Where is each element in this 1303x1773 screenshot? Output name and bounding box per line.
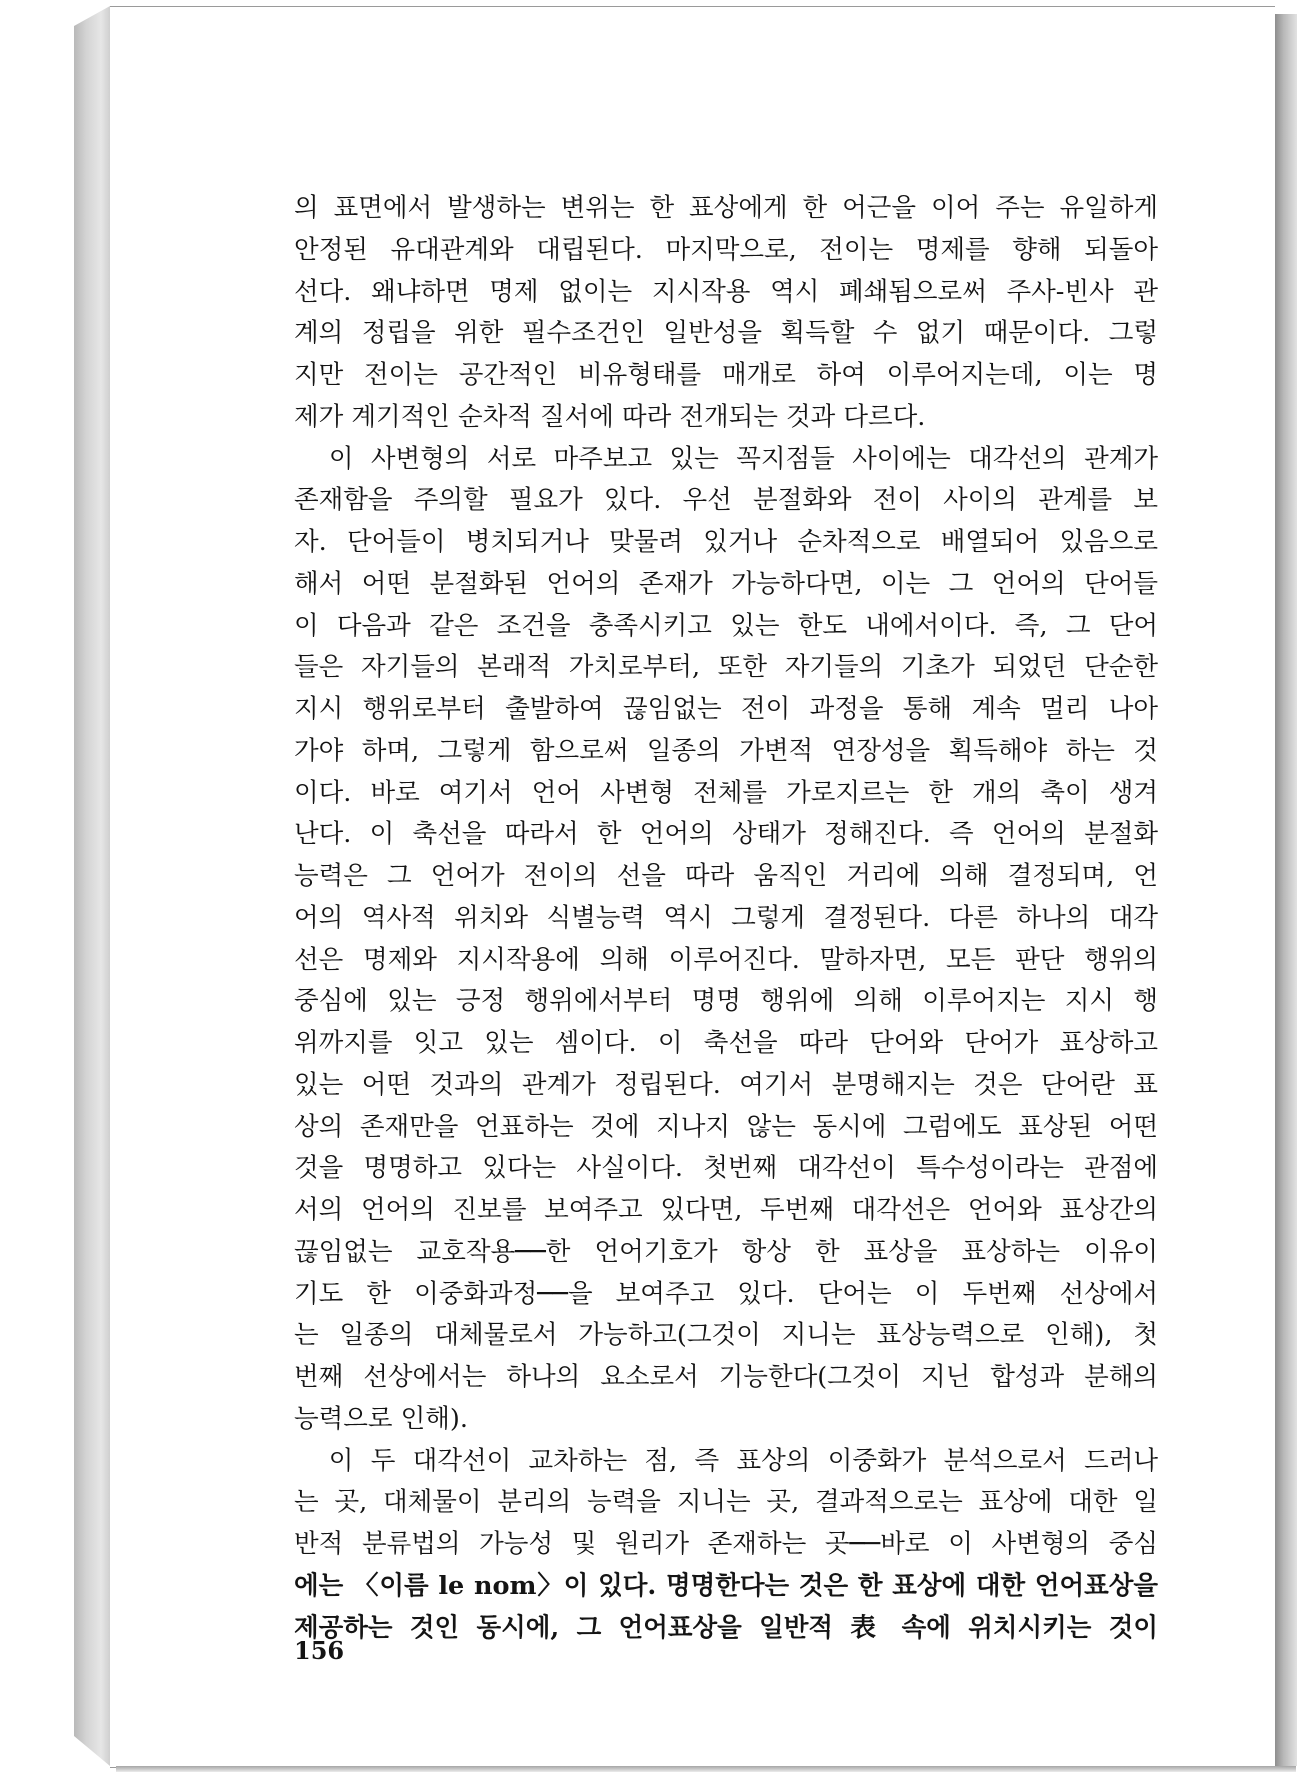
text-line: 번째 선상에서는 하나의 요소로서 기능한다(그것이 지닌 합성과 분해의	[294, 1362, 1158, 1392]
text-line: 계의 정립을 위한 필수조건인 일반성을 획득할 수 없기 때문이다. 그렇	[294, 318, 1158, 349]
text-line: 의 표면에서 발생하는 변위는 한 표상에게 한 어근을 이어 주는 유일하게	[294, 193, 1158, 223]
text-line: 에는 〈이름 le nom〉이 있다. 명명한다는 것은 한 표상에 대한 언어표상을	[294, 1570, 1158, 1601]
text-line: 어의 역사적 위치와 식별능력 역시 그렇게 결정된다. 다른 하나의 대각	[294, 902, 1158, 933]
text-line: 이 사변형의 서로 마주보고 있는 꼭지점들 사이에는 대각선의 관계가	[294, 443, 1158, 474]
text-line: 선다. 왜냐하면 명제 없이는 지시작용 역시 폐쇄됨으로써 주사-빈사 관	[294, 276, 1158, 307]
text-line: 위까지를 잇고 있는 셈이다. 이 축선을 따라 단어와 단어가 표상하고	[294, 1028, 1158, 1058]
text-line: 제가 계기적인 순차적 질서에 따라 전개되는 것과 다르다.	[294, 401, 926, 432]
page-number: 156	[294, 1636, 345, 1665]
text-line: 지시 행위로부터 출발하여 끊임없는 전이 과정을 통해 계속 멀리 나아	[294, 694, 1158, 724]
body-text	[294, 188, 1158, 1649]
text-line: 지만 전이는 공간적인 비유형태를 매개로 하여 이루어지는데, 이는 명	[294, 360, 1158, 390]
page-edge-left	[74, 6, 110, 1766]
text-line: 능력으로 인해).	[294, 1403, 468, 1434]
page-edge-bottom	[116, 1766, 1296, 1772]
text-line: 는 곳, 대체물이 분리의 능력을 지니는 곳, 결과적으로는 표상에 대한 일	[294, 1487, 1158, 1518]
text-line: 반적 분류법의 가능성 및 원리가 존재하는 곳──바로 이 사변형의 중심	[294, 1529, 1158, 1559]
text-line: 이 두 대각선이 교차하는 점, 즉 표상의 이중화가 분석으로서 드러나	[294, 1445, 1158, 1476]
text-line: 안정된 유대관계와 대립된다. 마지막으로, 전이는 명제를 향해 되돌아	[294, 234, 1158, 265]
text-line: 있는 어떤 것과의 관계가 정립된다. 여기서 분명해지는 것은 단어란 표	[294, 1069, 1158, 1100]
text-line: 제공하는 것인 동시에, 그 언어표상을 일반적 表 속에 위치시키는 것이	[294, 1612, 1158, 1643]
text-line: 들은 자기들의 본래적 가치로부터, 또한 자기들의 기초가 되었던 단순한	[294, 652, 1158, 683]
text-line: 가야 하며, 그렇게 함으로써 일종의 가변적 연장성을 획득해야 하는 것	[294, 735, 1158, 766]
text-line: 중심에 있는 긍정 행위에서부터 명명 행위에 의해 이루어지는 지시 행	[294, 986, 1158, 1017]
text-line: 이 다음과 같은 조건을 충족시키고 있는 한도 내에서이다. 즉, 그 단어	[294, 610, 1158, 641]
text-line: 는 일종의 대체물로서 가능하고(그것이 지니는 표상능력으로 인해), 첫	[294, 1320, 1158, 1351]
text-line: 서의 언어의 진보를 보여주고 있다면, 두번째 대각선은 언어와 표상간의	[294, 1195, 1158, 1225]
text-line: 것을 명명하고 있다는 사실이다. 첫번째 대각선이 특수성이라는 관점에	[294, 1153, 1158, 1184]
text-line: 끊임없는 교호작용──한 언어기호가 항상 한 표상을 표상하는 이유이	[294, 1236, 1158, 1267]
text-line: 이다. 바로 여기서 언어 사변형 전체를 가로지르는 한 개의 축이 생겨	[294, 777, 1158, 808]
text-line: 자. 단어들이 병치되거나 맞물려 있거나 순차적으로 배열되어 있음으로	[294, 527, 1158, 557]
text-line: 해서 어떤 분절화된 언어의 존재가 가능하다면, 이는 그 언어의 단어들	[294, 568, 1158, 599]
text-line: 선은 명제와 지시작용에 의해 이루어진다. 말하자면, 모든 판단 행위의	[294, 944, 1158, 975]
text-line: 기도 한 이중화과정──을 보여주고 있다. 단어는 이 두번째 선상에서	[294, 1278, 1158, 1309]
text-line: 상의 존재만을 언표하는 것에 지나지 않는 동시에 그럼에도 표상된 어떤	[294, 1111, 1158, 1142]
text-line: 능력은 그 언어가 전이의 선을 따라 움직인 거리에 의해 결정되며, 언	[294, 861, 1158, 891]
text-line: 난다. 이 축선을 따라서 한 언어의 상태가 정해진다. 즉 언어의 분절화	[294, 819, 1158, 850]
text-line: 존재함을 주의할 필요가 있다. 우선 분절화와 전이 사이의 관계를 보	[294, 485, 1158, 516]
page-edge-right	[1275, 14, 1297, 1766]
